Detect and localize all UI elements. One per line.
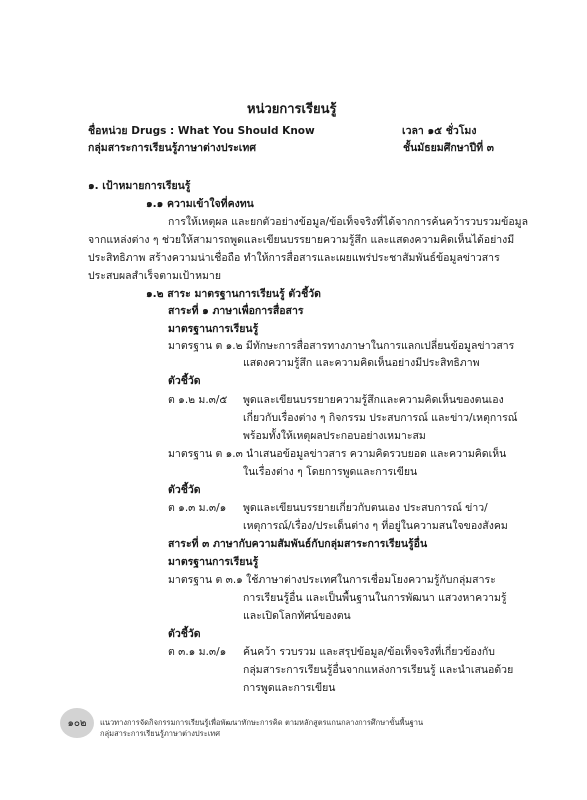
standard-line: และเปิดโลกทัศน์ของตน — [243, 610, 351, 622]
page-number: ๑๐๒ — [67, 717, 87, 729]
unit-time: เวลา ๑๕ ชั่วโมง — [402, 125, 477, 137]
indicator-line: พูดและเขียนบรรยายเกี่ยวกับตนเอง ประสบการณ์ ข่าว/ — [243, 502, 488, 514]
indicator-label: ตัวชี้วัด — [168, 628, 201, 640]
subsection-heading: ๑.๑ ความเข้าใจที่คงทน — [146, 198, 254, 210]
standard-line: มาตรฐาน ต ๑.๓ นำเสนอข้อมูลข่าวสาร ความคิดรวบยอด และความคิดเห็น — [168, 448, 507, 460]
indicator-line: เกี่ยวกับเรื่องต่าง ๆ กิจกรรม ประสบการณ์ และข่าว/เหตุการณ์ — [243, 412, 518, 424]
strand-heading: สาระที่ ๓ ภาษากับความสัมพันธ์กับกลุ่มสาระการเรียนรู้อื่น — [168, 538, 428, 550]
paragraph-line: ประสิทธิภาพ สร้างความน่าเชื่อถือ ทำให้การสื่อสารและเผยแพร่ประชาสัมพันธ์ข้อมูลข่าวสาร — [88, 252, 500, 264]
page-number-badge — [60, 708, 94, 738]
page-title: หน่วยการเรียนรู้ — [247, 102, 337, 117]
indicator-code: ต ๓.๑ ม.๓/๑ — [168, 646, 227, 658]
grade-level: ชั้นมัธยมศึกษาปีที่ ๓ — [403, 142, 494, 154]
strand-heading: สาระที่ ๑ ภาษาเพื่อการสื่อสาร — [168, 305, 304, 317]
paragraph-line: การให้เหตุผล และยกตัวอย่างข้อมูล/ข้อเท็จจริงที่ได้จากการค้นคว้ารวบรวมข้อมูล — [168, 216, 529, 228]
footer-line: แนวทางการจัดกิจกรรมการเรียนรู้เพื่อพัฒนาทักษะการคิด ตามหลักสูตรแกนกลางการศึกษาขั้นพื้นฐาน — [100, 718, 424, 727]
unit-name: ชื่อหน่วย Drugs : What You Should Know — [88, 125, 315, 137]
indicator-line: ค้นคว้า รวบรวม และสรุปข้อมูล/ข้อเท็จจริงที่เกี่ยวข้องกับ — [243, 646, 495, 658]
indicator-label: ตัวชี้วัด — [168, 375, 201, 387]
standard-line: ในเรื่องต่าง ๆ โดยการพูดและการเขียน — [243, 466, 418, 478]
indicator-line: พูดและเขียนบรรยายความรู้สึกและความคิดเห็นของตนเอง — [243, 394, 504, 406]
indicator-line: การพูดและการเขียน — [243, 682, 336, 694]
subsection-heading: ๑.๒ สาระ มาตรฐานการเรียนรู้ ตัวชี้วัด — [146, 288, 321, 300]
standard-line: มาตรฐาน ต ๑.๒ มีทักษะการสื่อสารทางภาษาในการแลกเปลี่ยนข้อมูลข่าวสาร — [168, 340, 515, 352]
standard-line: มาตรฐาน ต ๓.๑ ใช้ภาษาต่างประเทศในการเชื่อมโยงความรู้กับกลุ่มสาระ — [168, 574, 496, 586]
paragraph-line: ประสบผลสำเร็จตามเป้าหมาย — [88, 270, 221, 282]
indicator-line: พร้อมทั้งให้เหตุผลประกอบอย่างเหมาะสม — [243, 430, 426, 442]
indicator-label: ตัวชี้วัด — [168, 484, 201, 496]
indicator-code: ต ๑.๒ ม.๓/๕ — [168, 394, 228, 406]
paragraph-line: จากแหล่งต่าง ๆ ช่วยให้สามารถพูดและเขียนบรรยายความรู้สึก และแสดงความคิดเห็นได้อย่างมี — [88, 234, 515, 246]
standard-label: มาตรฐานการเรียนรู้ — [168, 323, 259, 335]
indicator-line: กลุ่มสาระการเรียนรู้อื่นจากแหล่งการเรียนรู้ และนำเสนอด้วย — [243, 664, 514, 676]
subject-group: กลุ่มสาระการเรียนรู้ภาษาต่างประเทศ — [88, 142, 256, 154]
standard-line: แสดงความรู้สึก และความคิดเห็นอย่างมีประสิทธิภาพ — [243, 357, 480, 369]
standard-line: การเรียนรู้อื่น และเป็นพื้นฐานในการพัฒนา แสวงหาความรู้ — [243, 592, 507, 604]
indicator-code: ต ๑.๓ ม.๓/๑ — [168, 502, 227, 514]
footer-line: กลุ่มสาระการเรียนรู้ภาษาต่างประเทศ — [100, 729, 220, 738]
section-heading: ๑. เป้าหมายการเรียนรู้ — [88, 180, 191, 192]
indicator-line: เหตุการณ์/เรื่อง/ประเด็นต่าง ๆ ที่อยู่ในความสนใจของสังคม — [243, 520, 508, 532]
standard-label: มาตรฐานการเรียนรู้ — [168, 556, 259, 568]
